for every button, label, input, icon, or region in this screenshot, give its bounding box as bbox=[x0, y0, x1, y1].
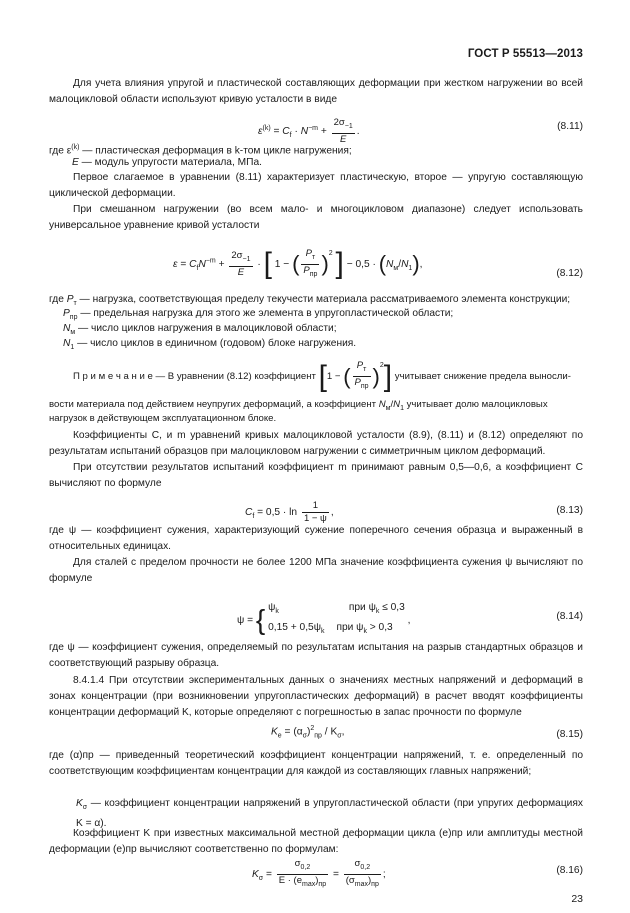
w5-text: — число циклов нагружения в малоцикловой области; bbox=[75, 323, 337, 334]
formula-8-16 bbox=[252, 858, 386, 891]
f814-r2a-sub: k bbox=[320, 628, 325, 636]
f814-r2b: при ψ bbox=[336, 622, 364, 634]
paragraph-first-term: Первое слагаемое в уравнении (8.11) характеризует пластическую, второе — упругую составляющую циклической деформации. bbox=[49, 172, 583, 199]
f812-end: , bbox=[419, 259, 423, 271]
where-psi: где ψ — коэффициент сужения, характеризующий сужение поперечного сечения образца и выраженный в относительных единицах. bbox=[49, 525, 583, 552]
f816-d2-end-sub: пр bbox=[371, 880, 379, 888]
f816-lhs-sub: σ bbox=[258, 875, 264, 883]
w6-sym: N bbox=[63, 338, 71, 349]
equation-number-8-11: (8.11) bbox=[557, 121, 583, 132]
equation-number-8-15: (8.15) bbox=[556, 729, 583, 740]
f812-nm: N bbox=[386, 259, 394, 271]
w4-sub: пр bbox=[69, 314, 78, 322]
note-bracket-close: ] bbox=[383, 359, 393, 393]
f812-pden-sub: пр bbox=[309, 270, 318, 278]
f815-rest: ) bbox=[306, 726, 311, 738]
paragraph-steels: Для сталей с пределом прочности не более 1200 МПа значение коэффициента сужения ψ вычисляют по формуле bbox=[49, 557, 583, 584]
w3-sym: P bbox=[66, 294, 74, 305]
f816-frac1 bbox=[277, 858, 328, 891]
paragraph-k-sigma-formulas: Коэффициент K при известных максимальной местной деформации цикла (e)пр или амплитуды местной деформации (e)пр вычисляют соответственно по формулам: bbox=[49, 828, 583, 855]
f812-bracket-close: ] bbox=[335, 247, 344, 281]
f811-coef-sub: f bbox=[289, 132, 292, 140]
f815-a-sub: σ bbox=[302, 732, 307, 740]
where-block-count bbox=[63, 337, 356, 355]
f815-div-sub: σ bbox=[337, 732, 342, 740]
w10-sub: σ bbox=[82, 804, 88, 812]
f812-pnum: P bbox=[305, 248, 312, 259]
f811-lhs-sup: (k) bbox=[262, 124, 271, 132]
f816-d1: E · (e bbox=[278, 874, 302, 886]
f812-n: N bbox=[198, 259, 206, 271]
formula-8-14 bbox=[237, 600, 410, 640]
note-ratio-sub: м bbox=[385, 404, 391, 412]
f814-lhs: ψ = bbox=[237, 614, 254, 626]
f816-eq2: = bbox=[332, 869, 339, 881]
f811-plus: + bbox=[320, 126, 327, 138]
paragraph-no-tests: При отсутствии результатов испытаний коэффициент m принимают равным 0,5—0,6, а коэффициент C вычисляют по формуле bbox=[49, 462, 583, 489]
f811-coef: C bbox=[282, 126, 290, 138]
note-paren-close: ) bbox=[372, 363, 380, 389]
f814-r1a-sub: k bbox=[275, 608, 279, 616]
f814-r1a: ψ bbox=[268, 602, 276, 613]
f814-r2c: > 0,3 bbox=[369, 622, 393, 634]
f812-n1-sub: 1 bbox=[408, 265, 413, 273]
w1-text: — пластическая деформация в k-том цикле нагружения; bbox=[79, 145, 352, 157]
f812-dot: · bbox=[257, 259, 261, 271]
f816-n2-sub: 0,2 bbox=[360, 863, 371, 871]
f811-eq: = bbox=[273, 126, 280, 138]
standard-header: ГОСТ Р 55513—2013 bbox=[467, 48, 583, 60]
note-ratio: N bbox=[378, 399, 386, 410]
f812-den: E bbox=[237, 266, 245, 278]
formula-8-15 bbox=[271, 725, 344, 739]
note-after: учитывает снижение предела выносли- bbox=[394, 371, 571, 383]
f814-r2b-sub: k bbox=[363, 628, 367, 636]
w5-sym: N bbox=[63, 323, 71, 334]
f816-d1-end-sub: пр bbox=[318, 880, 327, 888]
note-line-2: вости материала под действием неупругих деформаций, а коэффициент $N_м/N_1$ учитывает долю малоцикловых bbox=[49, 399, 548, 412]
w10-sym: K bbox=[76, 798, 83, 809]
f813-lhs: C bbox=[245, 507, 253, 519]
f812-load-fraction bbox=[301, 248, 319, 281]
equation-number-8-13: (8.13) bbox=[556, 505, 583, 516]
f816-d1-sub: max bbox=[302, 880, 316, 888]
f816-end: ; bbox=[382, 869, 386, 881]
f812-one: 1 − bbox=[274, 259, 290, 271]
f814-end: , bbox=[407, 614, 411, 626]
equation-number-8-12: (8.12) bbox=[556, 268, 583, 279]
note-ratio-den-sub: 1 bbox=[400, 404, 404, 412]
f813-end: , bbox=[330, 507, 334, 519]
f816-d2-sub: max bbox=[354, 880, 368, 888]
w4-sym: P bbox=[63, 308, 70, 319]
where-psi-k: где ψ — коэффициент сужения, определяемый по результатам испытания на разрыв стандартных образцов и соответствующий разрыву образца. bbox=[49, 642, 583, 669]
f815-end: , bbox=[341, 726, 345, 738]
f812-ratio-close: ) bbox=[412, 251, 420, 277]
f814-brace: { bbox=[255, 604, 266, 636]
equation-number-8-14: (8.14) bbox=[556, 611, 583, 622]
f812-fraction bbox=[229, 250, 252, 279]
note-ratio-den: N bbox=[393, 399, 401, 410]
f813-fraction bbox=[302, 500, 329, 525]
f811-end: . bbox=[356, 126, 360, 138]
f813-den: 1 − ψ bbox=[303, 513, 327, 524]
note-bracket-open: [ bbox=[318, 359, 327, 393]
w1-lead: где ε bbox=[49, 145, 72, 157]
f812-exp: −m bbox=[205, 257, 216, 265]
f816-d1-end: ) bbox=[315, 874, 319, 886]
f815-rest-sup: 2 bbox=[310, 725, 315, 732]
f814-r1b: при ψ bbox=[348, 602, 376, 613]
w3-text: — нагрузка, соответствующая пределу текучести материала рассматриваемого элемента конструкции; bbox=[76, 294, 571, 305]
f811-num-sub: −1 bbox=[344, 122, 353, 130]
f813-eq: = 0,5 · ln bbox=[257, 507, 298, 519]
f812-plus: + bbox=[218, 259, 225, 271]
f816-d2-end: ) bbox=[368, 874, 372, 886]
w6-text: — число циклов в единичном (годовом) блоке нагружения. bbox=[74, 338, 357, 349]
f816-d2: (σ bbox=[345, 874, 355, 886]
f816-lhs: K bbox=[252, 869, 259, 881]
w6-sub: 1 bbox=[70, 344, 75, 352]
formula-8-12: $\varepsilon = C_fN^{-m}$ + $\frac{2\sigma_{-1}}{E}$ · [ 1 − ( $\frac{P_т}{P_{пр}}$ )$^2$ ] − $0,5 \cdot (N_м/N_1)$, bbox=[173, 247, 423, 281]
f811-n: N bbox=[300, 126, 309, 138]
page-number: 23 bbox=[571, 893, 583, 905]
f813-lhs-sub: f bbox=[252, 513, 255, 521]
f815-eq: = (α bbox=[284, 726, 303, 738]
paragraph-coefficients: Коэффициенты C, и m уравнений кривых малоцикловой усталости (8.9), (8.11) и (8.12) определяют по результатам испытаний образцов при малоцикловом нагружении с симметричным циклом деформаций. bbox=[49, 430, 583, 457]
paragraph-intro: Для учета влияния упругой и пластической составляющих деформации при жестком нагружении во всей малоцикловой области используют кривую усталости в виде bbox=[49, 78, 583, 105]
f812-bracket-open: [ bbox=[263, 247, 272, 281]
note-label: П р и м е ч а н и е — В уравнении (8.12) коэффициент bbox=[73, 371, 316, 383]
f811-den: E bbox=[340, 133, 347, 145]
f815-lhs-sub: e bbox=[277, 732, 282, 740]
note-line-3: нагрузок в действующем эксплуатационном блоке. bbox=[49, 413, 277, 424]
f814-r2a: 0,15 + 0,5ψ bbox=[268, 622, 321, 634]
f812-minus: − 0,5 · bbox=[346, 259, 376, 271]
f812-nm-sub: м bbox=[393, 265, 399, 273]
f812-num: 2σ bbox=[231, 249, 243, 261]
f814-r1c: ≤ 0,3 bbox=[382, 602, 405, 613]
f812-pnum-sub: т bbox=[311, 253, 316, 261]
f812-pden: P bbox=[303, 264, 310, 276]
f811-num: 2σ bbox=[333, 117, 345, 128]
note-line2a: вости материала под действием неупругих деформаций, а коэффициент bbox=[49, 399, 379, 410]
f815-lhs: K bbox=[271, 726, 278, 738]
w2-sym: E bbox=[72, 157, 79, 168]
f816-frac2 bbox=[344, 858, 381, 891]
f813-num: 1 bbox=[302, 500, 329, 513]
f812-square: 2 bbox=[328, 249, 333, 257]
where-modulus bbox=[72, 156, 262, 170]
f811-dot: · bbox=[294, 126, 298, 138]
f816-n2: σ bbox=[354, 858, 361, 869]
f812-coef-sub: f bbox=[196, 265, 199, 273]
f811-lhs: ε bbox=[258, 126, 263, 138]
f814-cases bbox=[268, 600, 405, 640]
f815-rest-sub: пр bbox=[314, 732, 322, 740]
note-paren-open: ( bbox=[343, 363, 351, 389]
f812-num-sub: −1 bbox=[242, 255, 251, 263]
note-line2b: учитывает долю малоцикловых bbox=[403, 399, 548, 410]
w3-lead: где bbox=[49, 294, 67, 305]
note-fraction: $\frac{P_т}{P_{пр}}$ bbox=[354, 360, 369, 391]
w4-text: — предельная нагрузка для этого же элемента в упругопластической области; bbox=[77, 308, 454, 319]
formula-8-13 bbox=[245, 500, 334, 525]
w3-sub: т bbox=[73, 300, 77, 308]
w1-sup: (k) bbox=[71, 144, 80, 151]
f812-lhs: ε bbox=[173, 259, 178, 271]
w5-sub: м bbox=[70, 329, 76, 337]
equation-number-8-16: (8.16) bbox=[556, 865, 583, 876]
f812-n1: N bbox=[401, 259, 409, 271]
note-line-1: П р и м е ч а н и е — В уравнении (8.12) коэффициент [1 − ( $\frac{P_т}{P_{пр}}$ )$^2$] учитывает снижение предела выносли- bbox=[73, 359, 571, 393]
f812-eq: = bbox=[180, 259, 187, 271]
f816-eq: = bbox=[265, 869, 272, 881]
f814-r1b-sub: k bbox=[375, 608, 380, 616]
f816-n1: σ bbox=[294, 858, 301, 869]
f816-n1-sub: 0,2 bbox=[300, 863, 311, 871]
f812-paren-open: ( bbox=[292, 251, 300, 277]
f812-paren-close: ) bbox=[321, 251, 329, 277]
f815-div: / K bbox=[324, 726, 338, 738]
paragraph-8-4-1-4: 8.4.1.4 При отсутствии экспериментальных данных о значениях местных напряжений и деформаций в зонах концентрации (при возникновении упругопластических деформаций) в расчет вводят коэффициенты концентрации деформаций K, которые определяют с погрешностью в запас прочности по формуле bbox=[49, 675, 583, 718]
where-alpha: где (α)пр — приведенный теоретический коэффициент концентрации напряжений, т. е. определенный по соответствующим коэффициентам концентрации для каждой из составляющих главных напряжений; bbox=[49, 750, 583, 777]
w2-text: — модуль упругости материала, МПа. bbox=[78, 157, 262, 168]
f811-exp: −m bbox=[308, 124, 318, 132]
f812-ratio-open: ( bbox=[378, 251, 387, 277]
paragraph-mixed-loading: При смешанном нагружении (во всем мало- и многоцикловом диапазоне) следует использовать универсальное уравнение кривой усталости bbox=[49, 204, 583, 231]
f812-coef: C bbox=[189, 259, 197, 271]
w10-text: — коэффициент концентрации напряжений в упругопластической области (при упругих деформациях K = α). bbox=[76, 798, 583, 830]
